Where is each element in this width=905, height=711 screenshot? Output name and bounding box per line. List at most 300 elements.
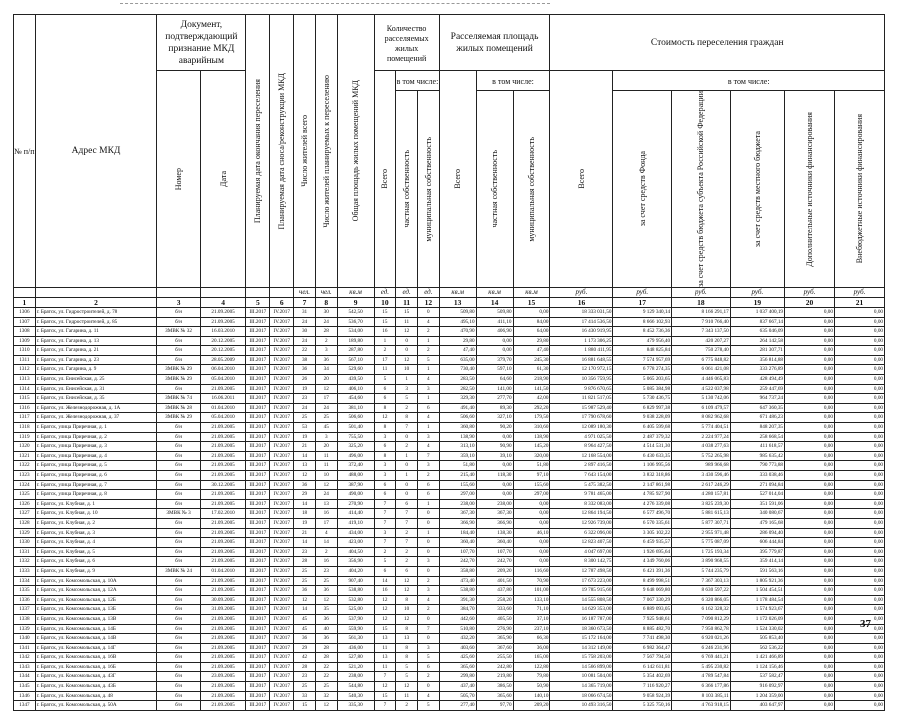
table-cell: III.2017 [246,653,270,663]
table-cell: г. Братск, ул. Гидростроителей, д. 85 [35,317,157,327]
table-cell: 401,50 [476,576,513,586]
table-cell: IV.2017 [270,461,294,471]
table-cell: ЗМВК № 74 [157,394,200,404]
table-cell: 356 814,88 [730,355,784,365]
table-cell: 13 [374,653,396,663]
table-cell: г. Братск, ул. Клубная, д. 3 [35,528,157,538]
table-row [14,538,885,548]
table-cell: 8 103 385,11 [672,691,731,701]
table-cell: 35 [315,605,337,615]
table-cell: 84,00 [513,317,550,327]
table-cell: 2 [374,547,396,557]
table-cell: б/н [157,317,200,327]
table-row [14,557,885,567]
table-cell: 258 668,54 [730,432,784,442]
table-cell: 6 [270,297,294,307]
table-cell: 0,00 [785,538,835,548]
table-cell: 122,80 [513,662,550,672]
table-cell: IV.2017 [270,499,294,509]
table-cell: 12 089 180,30 [550,423,613,433]
table-cell: 7 [396,423,418,433]
table-cell: 529,60 [337,365,374,375]
table-cell: III.2017 [246,538,270,548]
table-cell: 21.09.2005 [200,547,246,557]
table-cell: 31 [294,307,316,317]
table-cell: 0,00 [785,413,835,423]
table-cell: 21.09.2005 [200,662,246,672]
table-cell: 1 124 156,46 [730,662,784,672]
table-cell: IV.2017 [270,634,294,644]
table-cell: 496,00 [337,451,374,461]
table-cell: ЗМВК № 28 [157,403,200,413]
table-cell: 1319 [14,432,36,442]
table-cell: 1 [396,375,418,385]
table-cell: 21.09.2005 [200,423,246,433]
table-cell: 36 [294,365,316,375]
table-cell: 6 829 997,38 [613,403,672,413]
table-cell: 0,00 [785,471,835,481]
table-cell: 15 [513,297,550,307]
table-cell: б/н [157,682,200,692]
table-cell: III.2017 [246,471,270,481]
table-cell: 107,70 [439,547,476,557]
table-cell: 45 [315,423,337,433]
table-cell: 0,00 [785,394,835,404]
table-cell: III.2017 [246,586,270,596]
table-cell: 5 130 742,06 [672,394,731,404]
table-cell: 145,20 [513,442,550,452]
table-cell: 7 643 154,00 [550,471,613,481]
table-cell: 537,90 [337,614,374,624]
table-cell: г. Братск, ул. Комсомольская, д. 12А [35,586,157,596]
table-cell: 989 966,68 [672,461,731,471]
table-cell: 5 [396,394,418,404]
table-cell: 11 [374,365,396,375]
table-cell: 0,00 [785,691,835,701]
table-cell: 21.09.2005 [200,461,246,471]
table-cell: 12 [315,384,337,394]
table-cell: 2 [417,605,439,615]
header-num: № п/п [14,15,36,288]
table-cell: III.2017 [246,682,270,692]
table-cell: 3 825 239,30 [672,499,731,509]
table-cell [246,287,270,297]
table-cell: б/н [157,490,200,500]
table-cell: 0,00 [834,566,884,576]
table-cell: 367,30 [439,509,476,519]
table-cell: 1335 [14,586,36,596]
table-cell: IV.2017 [270,586,294,596]
table-cell: 730,40 [439,365,476,375]
table-row [14,365,885,375]
table-cell: 0,00 [834,509,884,519]
table-cell: 6 [374,384,396,394]
table-cell: III.2017 [246,432,270,442]
table-cell: 7 [396,538,418,548]
table-cell: кв.м [337,287,374,297]
table-cell: 561,30 [337,634,374,644]
table-cell: 14 [294,499,316,509]
table-cell: 532,80 [337,595,374,605]
table-cell: 11 [374,662,396,672]
table-cell: 442,60 [439,614,476,624]
table-cell: 916 092,97 [730,682,784,692]
table-cell: 0 [396,336,418,346]
table-cell: 24 [294,317,316,327]
table-cell: 11 [374,643,396,653]
table-cell: IV.2017 [270,346,294,356]
table-cell: 1306 [14,307,36,317]
table-cell: 14 566 899,00 [550,662,613,672]
table-cell: 0 [396,461,418,471]
table-cell: IV.2017 [270,605,294,615]
table-cell: 506,60 [439,413,476,423]
table-cell: 1338 [14,614,36,624]
table-cell: 1 037 400,19 [730,307,784,317]
table-cell: 21.09.2005 [200,557,246,567]
table-cell: 2 487 379,32 [613,432,672,442]
table-cell: 335,30 [337,701,374,711]
table-cell: 21.09.2005 [200,691,246,701]
table-cell: 4 276 339,08 [613,499,672,509]
table-row [14,547,885,557]
table-cell: 3 [374,471,396,481]
table-cell: 0,00 [513,518,550,528]
table-cell: 5 [417,701,439,711]
table-cell: 209,20 [476,566,513,576]
table-cell: 0,00 [834,413,884,423]
table-row [14,528,885,538]
table-cell: 12 [396,576,418,586]
table-cell: 11 [396,297,418,307]
table-cell: 28 [315,653,337,663]
table-cell: 0,00 [513,509,550,519]
table-cell: 66,30 [513,634,550,644]
table-cell: г. Братск, улица Приречная, д. 3 [35,442,157,452]
table-cell: III.2017 [246,595,270,605]
table-cell: 238,00 [337,672,374,682]
header-doc-date: Дата [200,71,246,288]
table-cell: 3 305 102,22 [613,528,672,538]
table-cell: 0,00 [834,672,884,682]
table-cell: ЗМВК № 29 [157,375,200,385]
table-cell: 42 [294,653,316,663]
table-cell: 0,00 [785,605,835,615]
table-cell: 351 591,06 [730,499,784,509]
table-cell: 7 067 330,29 [613,595,672,605]
table-cell: 15 758 203,00 [550,653,613,663]
table-cell: IV.2017 [270,336,294,346]
table-cell: 8 452 736,36 [613,327,672,337]
table-cell: 21.09.2005 [200,499,246,509]
table-cell: 501,40 [337,423,374,433]
table-cell [157,287,200,297]
table-cell: 16 881 648,55 [550,355,613,365]
table-cell: 2 [396,403,418,413]
table-cell: 907,40 [337,576,374,586]
table-cell: 525,00 [337,605,374,615]
table-cell: 1 805 921,36 [730,576,784,586]
table-cell: 01.04.2010 [200,403,246,413]
table-cell: 277,40 [439,701,476,711]
table-cell: 0,00 [834,691,884,701]
table-cell: IV.2017 [270,403,294,413]
table-cell: 61,30 [513,365,550,375]
table-cell: 1318 [14,423,36,433]
table-cell: 0,00 [785,576,835,586]
table-cell: 3 [315,346,337,356]
table-cell: 7 [396,509,418,519]
table-cell: 6 320 866,05 [672,595,731,605]
table-cell: 0,00 [785,643,835,653]
table-cell: 420 207,27 [672,336,731,346]
table-cell: 333 038,46 [730,471,784,481]
table-cell: 8 166 291,17 [672,307,731,317]
table-cell: 6 246 231,96 [672,643,731,653]
table-cell: 179,50 [513,413,550,423]
table-cell: 14 312 149,00 [550,643,613,653]
table-row [14,480,885,490]
table-cell: 0,00 [785,461,835,471]
table-cell: кв.м [513,287,550,297]
table-cell: 1 178 484,54 [730,595,784,605]
table-cell: 536,70 [337,317,374,327]
table-cell: 3 [417,432,439,442]
table-cell: 0 [417,614,439,624]
table-cell: 255,50 [476,653,513,663]
table-row [14,307,885,317]
table-cell: III.2017 [246,442,270,452]
table-cell: б/н [157,605,200,615]
table-cell: 1 504 454,51 [730,586,784,596]
table-cell: г. Братск, ул. Клубная, д. 4 [35,538,157,548]
table-cell: 0,00 [785,566,835,576]
table-cell: 495,10 [439,317,476,327]
table-cell: 242,70 [439,557,476,567]
table-cell: 1331 [14,547,36,557]
table-cell: 848 207,35 [730,423,784,433]
table-cell: 7 [396,518,418,528]
table-cell: IV.2017 [270,595,294,605]
table-row [14,355,885,365]
table-cell: 2 [35,297,157,307]
table-cell: 21.09.2005 [200,634,246,644]
table-cell: 64,60 [476,375,513,385]
header-cost-group: Стоимость переселения граждан [550,15,885,71]
table-cell: 90,20 [476,423,513,433]
table-cell: 19 [294,432,316,442]
table-cell: 8 666 102,93 [613,317,672,327]
table-cell: 53 [294,423,316,433]
table-cell: 0,00 [513,538,550,548]
table-cell: 437,80 [476,586,513,596]
table-cell: 8 964 427,50 [550,442,613,452]
table-cell: 20 [315,442,337,452]
table-cell: г. Братск, ул. Комсомольская, д. 13В [35,614,157,624]
table-cell: 0,00 [834,355,884,365]
table-cell: 454,60 [337,394,374,404]
table-cell: 8 499 998,51 [613,576,672,586]
table-cell: 36 [315,634,337,644]
table-cell: 11 [315,451,337,461]
table-cell: 2 [417,346,439,356]
table-cell: 5 775 087,09 [672,538,731,548]
table-cell: 1 173 306,25 [550,336,613,346]
table-cell: г. Братск, улица Приречная, д. 8 [35,490,157,500]
table-cell: III.2017 [246,662,270,672]
table-cell: 403 647,97 [730,701,784,711]
table-cell: б/н [157,653,200,663]
table-cell: 387,90 [337,480,374,490]
table-cell: 0,00 [834,662,884,672]
table-cell: IV.2017 [270,538,294,548]
table-cell: 28 [294,557,316,567]
table-cell: 1330 [14,538,36,548]
table-cell: 29,80 [513,336,550,346]
table-cell: 281 307,71 [730,346,784,356]
table-cell: IV.2017 [270,327,294,337]
table-cell: 367,30 [476,509,513,519]
table-cell: 3 430 596,46 [672,471,731,481]
table-cell: 7 [374,672,396,682]
table-cell: 1 172 026,09 [730,614,784,624]
table-cell: 15 987 529,40 [550,403,613,413]
table-cell: IV.2017 [270,490,294,500]
table-cell: г. Братск, ул. Клубная, д. 5 [35,547,157,557]
table-row [14,624,885,634]
table-cell: 0,00 [834,557,884,567]
table-row [14,432,885,442]
table-cell: 0,00 [834,595,884,605]
table-cell: 0,00 [834,336,884,346]
table-cell: 12 [315,480,337,490]
table-cell: 141,50 [513,384,550,394]
table-cell: 439,50 [337,375,374,385]
table-cell: 5 877 307,71 [672,518,731,528]
table-cell: 4 [417,595,439,605]
table-cell: 509,80 [476,307,513,317]
table-cell: 406,10 [337,384,374,394]
table-cell: 28 [315,327,337,337]
table-cell: 985 635,42 [730,451,784,461]
table-cell: 606 444,84 [730,538,784,548]
table-cell: б/н [157,624,200,634]
table-cell: 1 880 411,95 [550,346,613,356]
table-cell: 0,00 [834,518,884,528]
table-cell: 5 881 615,13 [672,509,731,519]
table-cell: 1342 [14,653,36,663]
table-cell: 0,00 [834,442,884,452]
table-cell: г. Братск, ул. Клубная, д. 1 [35,499,157,509]
table-cell: б/н [157,442,200,452]
table-cell: 365,60 [439,662,476,672]
table-cell: 4 763 918,15 [672,701,731,711]
table-cell: чел. [294,287,316,297]
table-cell: IV.2017 [270,557,294,567]
table-cell: 5 774 404,51 [672,423,731,433]
table-row [14,566,885,576]
table-cell: 6 430 633,35 [613,451,672,461]
table-cell: 1 926 695,64 [613,547,672,557]
table-row [14,413,885,423]
table-cell: 5 354 402,69 [613,672,672,682]
table-cell: 25 [315,413,337,423]
table-cell: III.2017 [246,518,270,528]
table-cell: 1307 [14,317,36,327]
table-cell: 1315 [14,394,36,404]
table-cell: 0,00 [476,346,513,356]
table-cell: 17 673 223,00 [550,576,613,586]
table-cell: 403,60 [439,643,476,653]
table-cell: 4 038 277,63 [672,442,731,452]
table-cell: 10 493 316,50 [550,701,613,711]
table-cell: 277,70 [476,394,513,404]
table-cell: 1325 [14,490,36,500]
table-cell: 0,00 [785,480,835,490]
table-cell: 1337 [14,605,36,615]
page-number: 37 [860,618,871,630]
table-row [14,509,885,519]
table-cell: 790 773,88 [730,461,784,471]
header-area-group: Расселяемая площадь жилых помещений [439,15,550,71]
table-cell: 356,90 [337,557,374,567]
table-cell: 333,60 [476,605,513,615]
table-cell: IV.2017 [270,413,294,423]
table-cell: 635 046,09 [730,327,784,337]
table-cell: 0,00 [785,634,835,644]
table-cell: 7 116 920,27 [613,682,672,692]
table-cell: 15 [374,307,396,317]
table-cell: 0,00 [785,662,835,672]
table-cell: 0,00 [834,317,884,327]
table-cell: 36 [315,355,337,365]
table-cell: 9 058 924,39 [613,691,672,701]
table-cell: 0,00 [834,394,884,404]
table-cell: 7 [374,701,396,711]
table-cell: 7 [374,538,396,548]
table-cell: 1 [417,423,439,433]
table-cell: 0,00 [785,595,835,605]
table-cell: 21.09.2005 [200,384,246,394]
table-cell: 16 [550,297,613,307]
table-cell: 0 [396,490,418,500]
table-cell: г. Братск, ул. Гагарина, д. 13 [35,336,157,346]
table-cell: 9 [337,297,374,307]
table-cell: 1336 [14,595,36,605]
table-cell: 538,80 [439,586,476,596]
table-cell: IV.2017 [270,480,294,490]
table-cell: 89,30 [476,403,513,413]
table-cell: 329,30 [439,394,476,404]
table-cell: 5 752 265,98 [672,451,731,461]
table-cell: 21.09.2005 [200,576,246,586]
table-cell: III.2017 [246,394,270,404]
table-cell: 30 [315,307,337,317]
table-cell: 25 [315,682,337,692]
table-cell: г. Братск, ул. Клубная, д. 2 [35,518,157,528]
table-cell: 12 [294,471,316,481]
table-cell: 10 [374,297,396,307]
table-cell: IV.2017 [270,566,294,576]
table-cell: 51,80 [513,461,550,471]
table-cell: 292,20 [513,403,550,413]
relocation-table [13,14,885,711]
table-cell: 1316 [14,403,36,413]
table-cell: 14 [294,451,316,461]
table-cell: IV.2017 [270,451,294,461]
table-cell: 1344 [14,672,36,682]
table-cell: 189,80 [337,336,374,346]
